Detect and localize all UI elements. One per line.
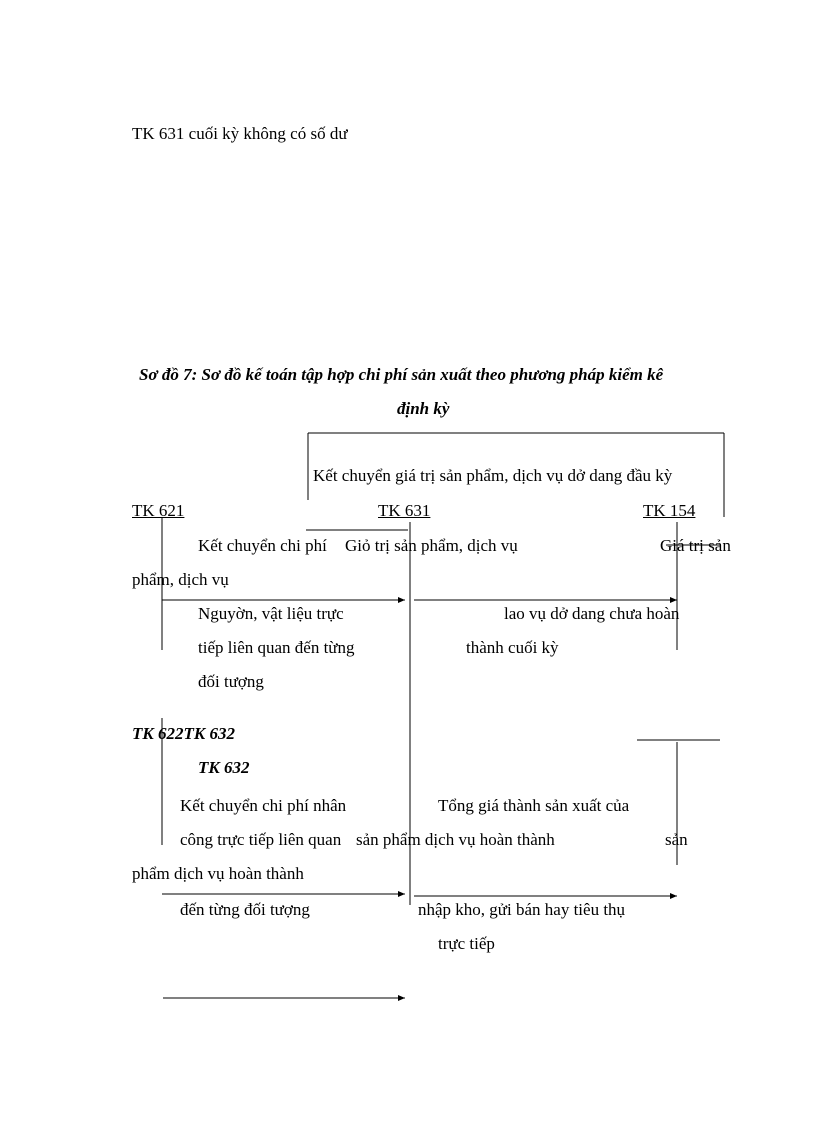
label-gia-tri-sp: Giỏ trị sản phẩm, dịch vụ	[345, 536, 518, 555]
diagram-title-line2: định kỳ	[397, 399, 450, 418]
label-san: sản	[665, 830, 688, 849]
account-tk632: TK 632	[198, 758, 250, 777]
label-nc-2: công trực tiếp liên quan	[180, 830, 342, 849]
intro-text: TK 631 cuối kỳ không có số dư	[132, 124, 348, 143]
label-pham-dich-vu: phẩm, dịch vụ	[132, 570, 229, 589]
account-tk154: TK 154	[643, 501, 696, 520]
account-tk631: TK 631	[378, 501, 431, 520]
label-nvl-2: tiếp liên quan đến từng	[198, 638, 355, 657]
label-nc-3: đến từng đối tượng	[180, 900, 310, 919]
label-sp-hoan-thanh: phẩm dịch vụ hoàn thành	[132, 864, 304, 883]
label-nvl-1: Nguyờn, vật liệu trực	[198, 604, 344, 623]
diagram-title-line1: Sơ đồ 7: Sơ đồ kế toán tập hợp chi phí sản xuất theo phương pháp kiểm kê	[139, 365, 664, 384]
label-dodang-2: thành cuối kỳ	[466, 638, 559, 657]
account-tk622-tk632: TK 622TK 632	[132, 724, 235, 743]
label-nhap-kho: nhập kho, gửi bán hay tiêu thụ	[418, 900, 626, 919]
label-truc-tiep: trực tiếp	[438, 934, 495, 953]
label-tong-2: sản phẩm dịch vụ hoàn thành	[356, 830, 555, 849]
account-tk621: TK 621	[132, 501, 185, 520]
label-dodang-1: lao vụ dở dang chưa hoàn	[504, 604, 680, 623]
top-transfer-label: Kết chuyển giá trị sản phẩm, dịch vụ dở dang đầu kỳ	[313, 466, 673, 485]
label-nc-1: Kết chuyển chi phí nhân	[180, 796, 347, 815]
label-kc-chi-phi: Kết chuyển chi phí	[198, 536, 327, 555]
label-nvl-3: đối tượng	[198, 672, 264, 691]
label-tong-1: Tổng giá thành sản xuất của	[438, 796, 630, 815]
label-gia-tri-san: Giá trị sản	[660, 536, 731, 555]
